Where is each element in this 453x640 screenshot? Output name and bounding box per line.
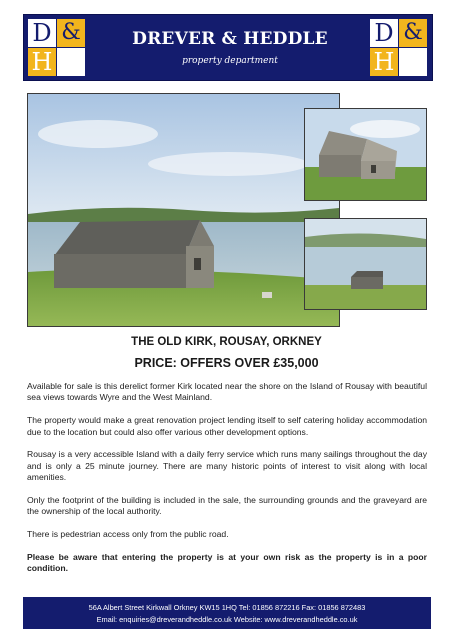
property-title: THE OLD KIRK, ROUSAY, ORKNEY [131,336,322,348]
side-photo-sea-view [304,218,427,310]
logo-ampersand: & [57,19,85,47]
description-paragraph: Only the footprint of the building is included in the sale, the surrounding grounds and the graveyard are the ownership of the local authority. [27,495,427,517]
property-price: PRICE: OFFERS OVER £35,000 [134,356,319,370]
footer-address: 56A Albert Street Kirkwall Orkney KW15 1HQ Tel: 01856 872216 Fax: 01856 872483 [88,603,366,612]
logo-ampersand: & [399,19,427,47]
side-photo-kirk [304,108,427,201]
brand-header [23,14,433,81]
logo-blank-cell [399,48,427,76]
property-description [27,381,427,575]
warning-paragraph: Please be aware that entering the property is at your own risk as the property is in a poor condition. [27,552,427,574]
description-paragraph: The property would make a great renovation project lending itself to self catering holiday accommodation due to the location but could also offer various other development options. [27,415,427,437]
contact-footer [23,597,431,629]
brand-name: DREVER & HEDDLE [132,29,328,49]
description-paragraph: Available for sale is this derelict former Kirk located near the shore on the Island of Rousay with beautiful sea views towards Wyre and the West Mainland. [27,381,427,403]
logo-left [28,19,85,77]
description-paragraph: There is pedestrian access only from the public road. [27,529,229,540]
footer-contact: Email: enquiries@dreverandheddle.co.uk Website: www.dreverandheddle.co.uk [96,615,358,624]
main-property-photo [27,93,340,327]
logo-letter-h: H [28,48,56,76]
logo-letter-h: H [370,48,398,76]
logo-letter-d: D [28,19,56,47]
logo-blank-cell [57,48,85,76]
logo-letter-d: D [370,19,398,47]
description-paragraph: Rousay is a very accessible Island with a daily ferry service which runs many sailings throughout the day and is only a 25 minute journey. There are many historic points of interest to visit along with local amenities. [27,449,427,483]
brand-subtitle: property department [182,56,278,66]
logo-right [370,19,427,77]
